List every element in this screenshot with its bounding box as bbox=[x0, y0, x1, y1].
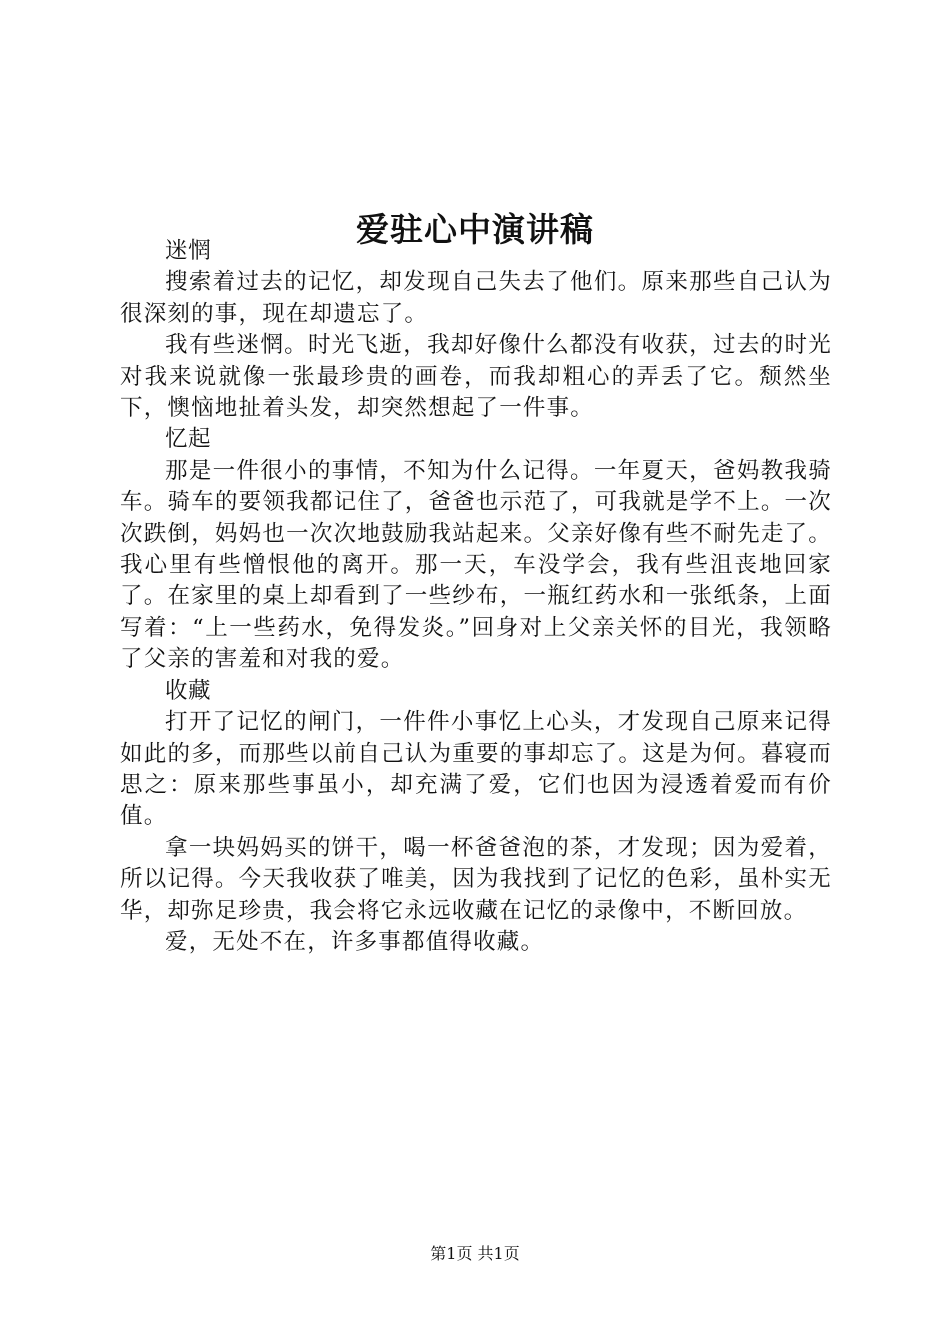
document-title: 爱驻心中演讲稿 bbox=[356, 210, 594, 250]
document-body bbox=[120, 236, 832, 958]
body-paragraph: 打开了记忆的闸门，一件件小事忆上心头，才发现自己原来记得如此的多，而那些以前自己认为重要的事却忘了。这是为何。暮寝而思之：原来那些事虽小，却充满了爱，它们也因为浸透着爱而有价值。 bbox=[120, 709, 832, 830]
page-footer: 第1页 共1页 bbox=[430, 1244, 520, 1263]
body-paragraph: 爱，无处不在，许多事都值得收藏。 bbox=[165, 928, 545, 955]
body-paragraph: 那是一件很小的事情，不知为什么记得。一年夏天，爸妈教我骑车。骑车的要领我都记住了，爸爸也示范了，可我就是学不上。一次次跌倒，妈妈也一次次地鼓励我站起来。父亲好像有些不耐先走了。我心里有些憎恨他的离开。那一天，车没学会，我有些沮丧地回家了。在家里的桌上却看到了一些纱布，一瓶红药水和一张纸条，上面写着：“上一些药水，免得发炎。”回身对上父亲关怀的目光，我领略了父亲的害羞和对我的爱。 bbox=[120, 457, 832, 673]
body-paragraph: 我有些迷惘。时光飞逝，我却好像什么都没有收获，过去的时光对我来说就像一张最珍贵的画卷，而我却粗心的弄丢了它。颓然坐下，懊恼地扯着头发，却突然想起了一件事。 bbox=[120, 332, 832, 422]
body-paragraph: 拿一块妈妈买的饼干，喝一杯爸爸泡的茶，才发现；因为爱着，所以记得。今天我收获了唯美，因为我找到了记忆的色彩，虽朴实无华，却弥足珍贵，我会将它永远收藏在记忆的录像中，不断回放。 bbox=[120, 834, 832, 924]
body-paragraph: 搜索着过去的记忆，却发现自己失去了他们。原来那些自己认为很深刻的事，现在却遗忘了。 bbox=[120, 269, 832, 327]
section-heading: 忆起 bbox=[165, 426, 212, 453]
section-heading: 收藏 bbox=[165, 677, 212, 704]
section-heading: 迷惘 bbox=[165, 238, 212, 264]
